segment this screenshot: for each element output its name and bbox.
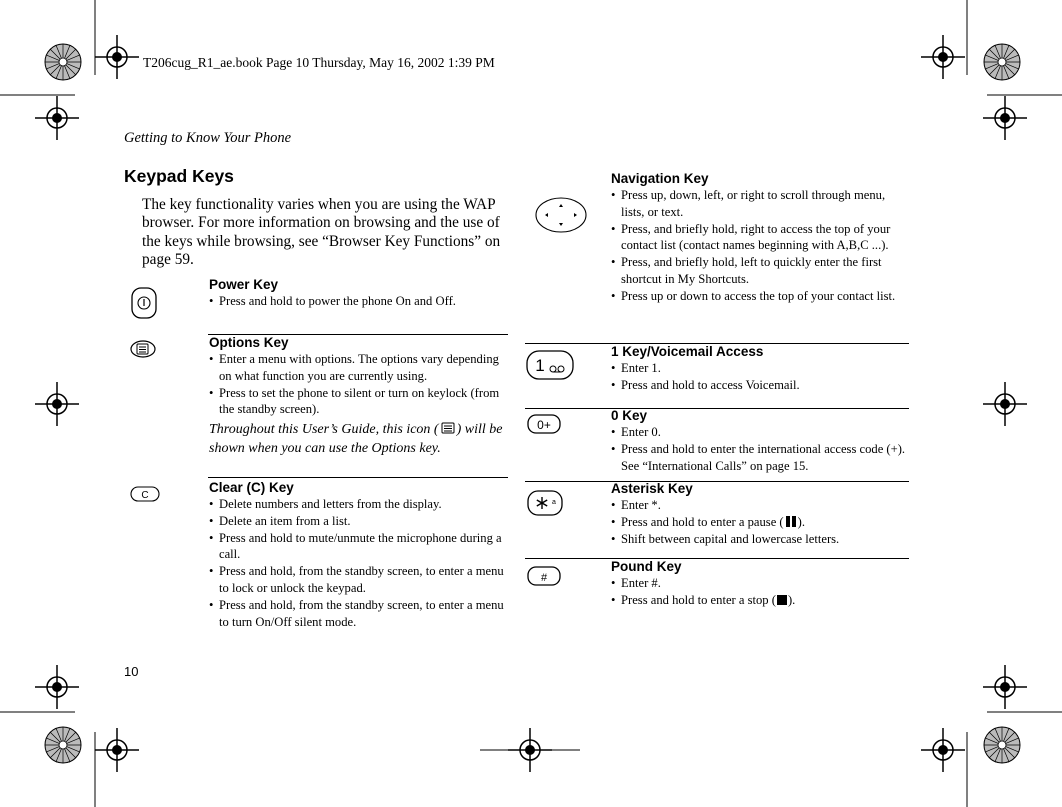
- bullet-item: [611, 514, 906, 531]
- svg-text:0+: 0+: [537, 418, 551, 432]
- bullet-item: • Press and hold, from the standby screen, to enter a menu to lock or unlock the keypad.: [209, 563, 505, 597]
- navigation-key-icon: [534, 196, 588, 234]
- pound-key-title: Pound Key: [611, 559, 682, 574]
- stop-text-start: Press and hold to enter a stop (: [621, 592, 776, 607]
- clear-key-bullets: [209, 496, 505, 630]
- clear-key-title: Clear (C) Key: [209, 480, 294, 495]
- pause-text-end: ).: [797, 514, 805, 529]
- bullet-item: • Shift between capital and lowercase letters.: [611, 531, 906, 548]
- bullet-item: • Delete an item from a list.: [209, 513, 505, 530]
- section-title: Keypad Keys: [124, 166, 234, 186]
- pound-key-bullets: [611, 575, 906, 609]
- zero-key-block: [611, 408, 906, 474]
- divider: [208, 477, 508, 478]
- asterisk-key-icon: [527, 490, 563, 516]
- stop-icon: [776, 594, 788, 606]
- one-key-title: 1 Key/Voicemail Access: [611, 344, 764, 359]
- svg-text:1: 1: [535, 356, 545, 375]
- bullet-item: • Press, and briefly hold, right to access the top of your contact list (contact names beginning with A,B,C ...).: [611, 221, 906, 255]
- bullet-item: • Press up, down, left, or right to scroll through menu, lists, or text.: [611, 187, 906, 221]
- book-stamp: T206cug_R1_ae.book Page 10 Thursday, May 16, 2002 1:39 PM: [143, 55, 495, 70]
- options-key-title: Options Key: [209, 335, 289, 350]
- pause-text-start: Press and hold to enter a pause (: [621, 514, 784, 529]
- bullet-item: [611, 592, 906, 609]
- zero-key-title: 0 Key: [611, 408, 648, 423]
- bullet-item: • Press, and briefly hold, left to quickly enter the first shortcut in My Shortcuts.: [611, 254, 906, 288]
- power-key-title: Power Key: [209, 277, 279, 292]
- bullet-item: • Press and hold to access Voicemail.: [611, 377, 906, 394]
- one-voicemail-key-icon: [526, 350, 574, 380]
- page-number: 10: [124, 664, 139, 679]
- clear-key-icon: [130, 486, 160, 502]
- zero-plus-key-icon: [527, 414, 561, 434]
- options-note-start: Throughout this User’s Guide, this icon (: [209, 422, 439, 438]
- bullet-item: • Enter #.: [611, 575, 906, 592]
- navigation-key-title: Navigation Key: [611, 171, 709, 186]
- bullet-item: • Delete numbers and letters from the display.: [209, 496, 505, 513]
- zero-key-bullets: [611, 424, 906, 474]
- options-note-end: ) will be shown when you can use the Options key.: [209, 422, 503, 457]
- svg-text:a: a: [552, 499, 556, 506]
- power-key-bullets: [209, 293, 505, 310]
- navigation-key-block: [611, 171, 906, 305]
- bullet-item: • Enter *.: [611, 497, 906, 514]
- bullet-item: • Press up or down to access the top of your contact list.: [611, 288, 906, 305]
- power-key-icon: [130, 284, 158, 322]
- bullet-item: • Enter a menu with options. The options vary depending on what function you are currently using.: [209, 351, 505, 385]
- one-key-block: [611, 344, 906, 394]
- bullet-item: • Press and hold to enter the international access code (+). See “International Calls” on page 15.: [611, 441, 906, 475]
- bullet-item: • Press to set the phone to silent or turn on keylock (from the standby screen).: [209, 385, 505, 419]
- svg-text:#: #: [540, 572, 548, 584]
- options-key-icon: [128, 338, 158, 360]
- options-key-bullets: [209, 351, 505, 418]
- running-head: Getting to Know Your Phone: [124, 130, 292, 146]
- options-note: [209, 420, 505, 458]
- bullet-item: • Press and hold to mute/unmute the microphone during a call.: [209, 530, 505, 564]
- options-inline-icon: [440, 422, 456, 434]
- bullet-item: • Enter 0.: [611, 424, 906, 441]
- stop-text-end: ).: [787, 592, 796, 607]
- pound-key-icon: [527, 566, 561, 586]
- bullet-item: • Press and hold, from the standby screen, to enter a menu to turn On/Off silent mode.: [209, 597, 505, 631]
- one-key-bullets: [611, 360, 906, 394]
- pause-icon: [784, 515, 798, 528]
- options-key-block: [209, 335, 505, 458]
- intro-paragraph: The key functionality varies when you are using the WAP browser. For more information on browsing and the use of the keys while browsing, see “Browser Key Functions” on page 59.: [142, 196, 501, 269]
- bullet-item: • Enter 1.: [611, 360, 906, 377]
- clear-key-block: [209, 480, 505, 630]
- asterisk-key-bullets: [611, 497, 906, 547]
- svg-text:C: C: [141, 490, 149, 501]
- asterisk-key-title: Asterisk Key: [611, 481, 693, 496]
- power-key-block: [209, 277, 505, 310]
- navigation-key-bullets: [611, 187, 906, 305]
- asterisk-key-block: [611, 481, 906, 547]
- bullet-item: • Press and hold to power the phone On and Off.: [209, 293, 505, 310]
- pound-key-block: [611, 559, 906, 609]
